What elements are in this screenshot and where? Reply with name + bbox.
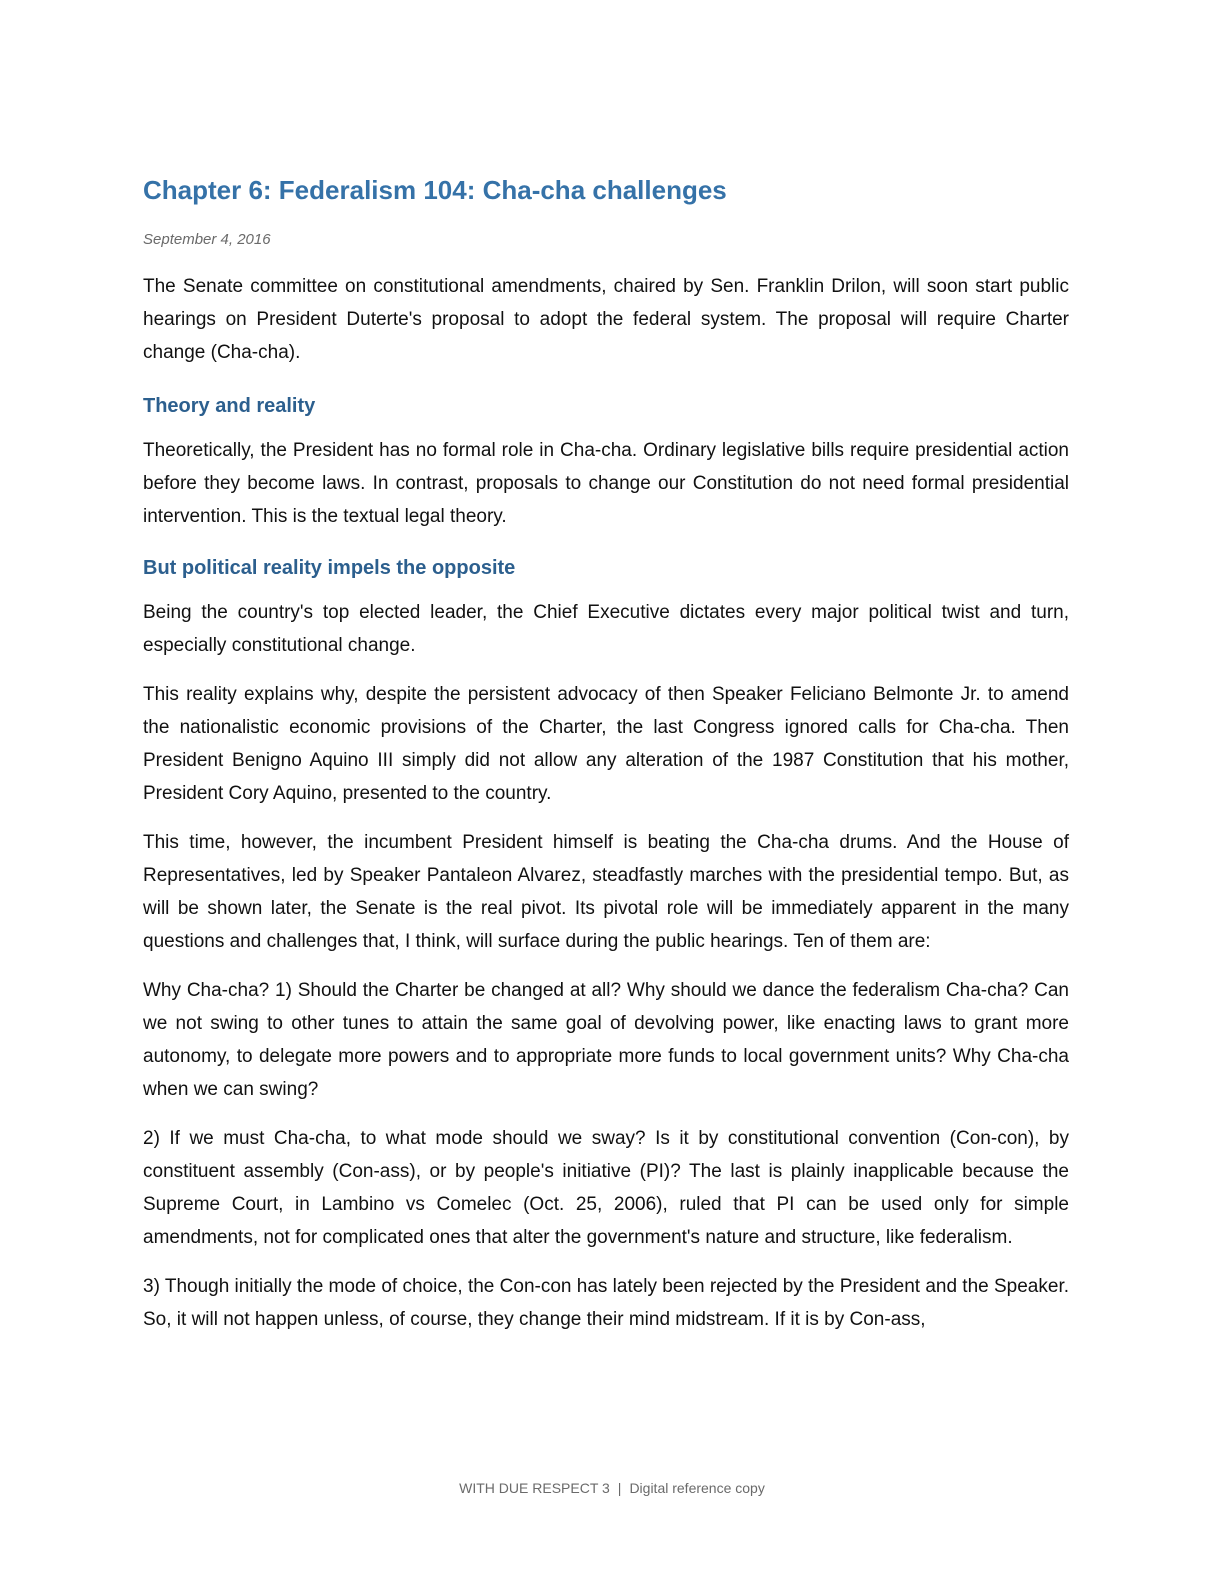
page-footer bbox=[0, 1478, 1224, 1498]
paragraph: Being the country's top elected leader, the Chief Executive dictates every major political twist and turn, especially constitutional change. bbox=[143, 602, 1069, 656]
paragraph: Theoretically, the President has no formal role in Cha-cha. Ordinary legislative bills require presidential action before they become laws. In contrast, proposals to change our Constitution do not need formal presidential intervention. This is the textual legal theory. bbox=[143, 440, 1069, 527]
paragraph: 2) If we must Cha-cha, to what mode should we sway? Is it by constitutional convention (Con-con), by constituent assembly (Con-ass), or by people's initiative (PI)? The last is plainly inapplicable because the Supreme Court, in Lambino vs Comelec (Oct. 25, 2006), ruled that PI can be used only for simple amendments, not for complicated ones that alter the government's nature and structure, like federalism. bbox=[143, 1128, 1069, 1248]
paragraph: Why Cha-cha? 1) Should the Charter be changed at all? Why should we dance the federalism Cha-cha? Can we not swing to other tunes to attain the same goal of devolving power, like enacting laws to grant more autonomy, to delegate more powers and to appropriate more funds to local government units? Why Cha-cha when we can swing? bbox=[143, 980, 1069, 1100]
paragraph: This reality explains why, despite the persistent advocacy of then Speaker Feliciano Belmonte Jr. to amend the nationalistic economic provisions of the Charter, the last Congress ignored calls for Cha-cha. Then President Benigno Aquino III simply did not allow any alteration of the 1987 Constitution that his mother, President Cory Aquino, presented to the country. bbox=[143, 684, 1069, 804]
paragraph: 3) Though initially the mode of choice, the Con-con has lately been rejected by the President and the Speaker. So, it will not happen unless, of course, they change their mind midstream. If it is by Con-ass, bbox=[143, 1276, 1069, 1330]
intro-paragraph: The Senate committee on constitutional amendments, chaired by Sen. Franklin Drilon, will soon start public hearings on President Duterte's proposal to adopt the federal system. The proposal will require Charter change (Cha-cha). bbox=[143, 276, 1069, 363]
publication-date: September 4, 2016 bbox=[143, 231, 271, 248]
document-page bbox=[143, 170, 1069, 1336]
chapter-title: Chapter 6: Federalism 104: Cha-cha challenges bbox=[143, 175, 727, 205]
footer-separator: | bbox=[617, 1480, 622, 1496]
footer-book-title: WITH DUE RESPECT 3 bbox=[459, 1480, 610, 1496]
paragraph: This time, however, the incumbent President himself is beating the Cha-cha drums. And the House of Representatives, led by Speaker Pantaleon Alvarez, steadfastly marches with the presidential tempo. But, as will be shown later, the Senate is the real pivot. Its pivotal role will be immediately apparent in the many questions and challenges that, I think, will surface during the public hearings. Ten of them are: bbox=[143, 832, 1069, 952]
section-heading-political-reality: But political reality impels the opposite bbox=[143, 557, 516, 579]
section-heading-theory: Theory and reality bbox=[143, 395, 316, 417]
footer-note: Digital reference copy bbox=[629, 1480, 765, 1496]
